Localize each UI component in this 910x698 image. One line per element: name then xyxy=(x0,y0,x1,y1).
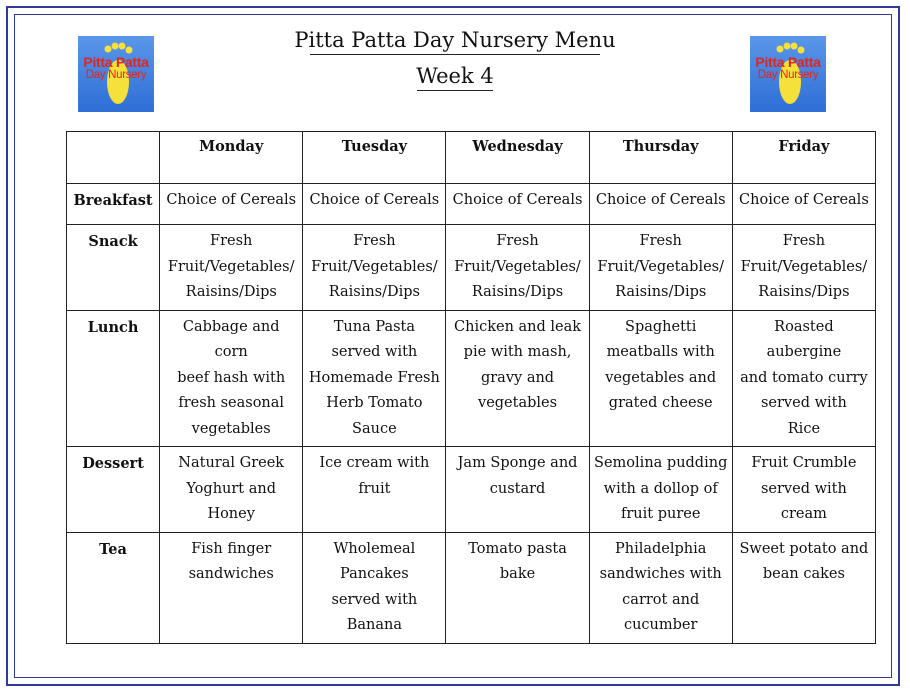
menu-cell-line: served with xyxy=(331,344,418,360)
menu-cell-line: Spaghetti xyxy=(625,318,697,335)
meal-label: Dessert xyxy=(67,447,160,533)
menu-cell-line: Raisins/Dips xyxy=(758,284,850,300)
meal-row-tea xyxy=(67,532,876,643)
meal-row-breakfast xyxy=(67,184,876,225)
menu-cell-line: Fruit/Vegetables/ xyxy=(597,258,724,275)
title-underline xyxy=(310,54,600,55)
menu-cell xyxy=(446,310,589,447)
menu-cell-line: fruit puree xyxy=(620,506,701,522)
menu-cell-line: Rice xyxy=(787,420,821,437)
menu-cell-line: and tomato curry xyxy=(740,369,868,386)
menu-cell-line: gravy and xyxy=(480,369,555,386)
menu-cell-line: Pancakes xyxy=(340,566,409,582)
menu-cell-line: beef hash with xyxy=(177,369,286,386)
menu-cell xyxy=(303,447,446,533)
menu-cell-line: vegetables xyxy=(478,395,558,411)
menu-cell-line: Raisins/Dips xyxy=(328,284,420,300)
menu-table xyxy=(66,131,876,644)
logo-name: Pitta Patta xyxy=(83,54,149,70)
menu-cell xyxy=(732,310,875,447)
meal-label: Lunch xyxy=(67,310,160,447)
menu-cell xyxy=(732,532,875,643)
menu-cell-line: Ice cream with xyxy=(319,455,430,471)
week-label: Week 4 xyxy=(416,64,494,88)
menu-cell xyxy=(589,310,732,447)
menu-cell-line: Fruit/Vegetables/ xyxy=(167,258,295,275)
menu-cell-line: Fish finger xyxy=(191,540,272,557)
week-underline xyxy=(417,90,493,91)
meal-row-lunch xyxy=(67,310,876,447)
menu-cell xyxy=(160,310,303,447)
logo-subtitle: Day Nursery xyxy=(85,69,147,81)
menu-cell-line: Fresh xyxy=(210,233,253,249)
menu-cell: Choice of Cereals xyxy=(732,184,875,225)
menu-cell-line: vegetables xyxy=(191,420,271,437)
week-block xyxy=(0,64,910,91)
menu-cell-line: Fruit/Vegetables/ xyxy=(454,258,581,275)
meal-label: Tea xyxy=(67,532,160,643)
menu-cell xyxy=(446,225,589,311)
menu-cell-line: Raisins/Dips xyxy=(185,284,277,300)
menu-cell xyxy=(732,225,875,311)
menu-cell-line: carrot and xyxy=(622,591,700,608)
page-title: Pitta Patta Day Nursery Menu xyxy=(294,28,616,52)
day-header: Tuesday xyxy=(303,132,446,184)
menu-cell-line: Wholemeal xyxy=(333,540,416,557)
menu-cell-line: Fruit Crumble xyxy=(751,455,857,471)
menu-cell-line: Raisins/Dips xyxy=(471,284,564,300)
menu-cell-line: Fresh xyxy=(782,233,826,249)
menu-cell-line: bean cakes xyxy=(762,566,845,582)
menu-cell-line: Fresh xyxy=(639,233,682,249)
menu-cell-line: Semolina pudding xyxy=(594,455,728,471)
menu-cell-line: Sauce xyxy=(352,420,397,437)
menu-cell-line: Jam Sponge and xyxy=(457,455,578,471)
menu-cell xyxy=(160,532,303,643)
menu-cell-line: served with xyxy=(331,591,418,608)
meal-row-dessert xyxy=(67,447,876,533)
menu-cell xyxy=(589,532,732,643)
menu-cell-line: Raisins/Dips xyxy=(615,284,707,300)
menu-cell xyxy=(446,532,589,643)
menu-cell xyxy=(589,447,732,533)
menu-cell-line: Fruit/Vegetables/ xyxy=(740,258,868,275)
menu-cell xyxy=(160,225,303,311)
menu-cell-line: Natural Greek xyxy=(178,455,285,471)
menu-cell-line: Homemade Fresh xyxy=(308,369,440,386)
menu-cell-line: Herb Tomato xyxy=(326,395,423,411)
menu-cell-line: Philadelphia xyxy=(615,540,707,557)
menu-cell-line: Yoghurt and xyxy=(186,480,277,497)
menu-cell-line: Fruit/Vegetables/ xyxy=(311,258,438,275)
menu-cell-line: Tuna Pasta xyxy=(333,318,415,335)
meal-row-snack xyxy=(67,225,876,311)
menu-cell-line: sandwiches with xyxy=(599,566,722,582)
menu-cell: Choice of Cereals xyxy=(589,184,732,225)
menu-title-block xyxy=(0,28,910,55)
menu-cell xyxy=(589,225,732,311)
day-header: Thursday xyxy=(589,132,732,184)
menu-cell-line: served with cream xyxy=(760,480,847,522)
menu-cell-line: served with xyxy=(760,395,847,411)
menu-cell-line: fruit xyxy=(358,480,391,497)
menu-cell xyxy=(303,532,446,643)
day-header-row xyxy=(67,132,876,184)
menu-cell-line: Fresh xyxy=(496,233,539,249)
menu-cell-line: grated cheese xyxy=(608,395,713,411)
menu-cell: Choice of Cereals xyxy=(303,184,446,225)
menu-cell-line: custard xyxy=(489,480,546,497)
menu-cell-line: meatballs with xyxy=(606,344,715,360)
menu-cell xyxy=(303,225,446,311)
menu-cell-line: Roasted aubergine xyxy=(766,318,842,360)
menu-cell-line: fresh seasonal xyxy=(178,395,285,411)
menu-cell-line: Sweet potato and xyxy=(739,540,869,557)
menu-cell: Choice of Cereals xyxy=(446,184,589,225)
day-header: Monday xyxy=(160,132,303,184)
meal-label: Snack xyxy=(67,225,160,311)
menu-cell-line: with a dollop of xyxy=(603,480,718,497)
day-header: Friday xyxy=(732,132,875,184)
menu-cell-line: Chicken and leak xyxy=(454,318,582,335)
menu-cell-line: Fresh xyxy=(353,233,396,249)
day-header: Wednesday xyxy=(446,132,589,184)
meal-label: Breakfast xyxy=(67,184,160,225)
menu-cell-line: Honey xyxy=(207,506,255,522)
menu-cell-line: sandwiches xyxy=(188,566,274,582)
menu-cell xyxy=(160,447,303,533)
logo-name: Pitta Patta xyxy=(755,54,821,70)
menu-cell-line: Tomato pasta bake xyxy=(468,540,567,582)
menu-cell xyxy=(303,310,446,447)
logo-subtitle: Day Nursery xyxy=(757,69,819,81)
menu-cell xyxy=(732,447,875,533)
menu-cell-line: pie with mash, xyxy=(463,344,572,360)
menu-cell: Choice of Cereals xyxy=(160,184,303,225)
menu-cell xyxy=(446,447,589,533)
menu-cell-line: cucumber xyxy=(623,617,698,633)
corner-cell xyxy=(67,132,160,184)
menu-cell-line: vegetables and xyxy=(605,369,717,386)
menu-cell-line: Cabbage and corn xyxy=(182,318,280,360)
menu-cell-line: Banana xyxy=(346,617,402,633)
